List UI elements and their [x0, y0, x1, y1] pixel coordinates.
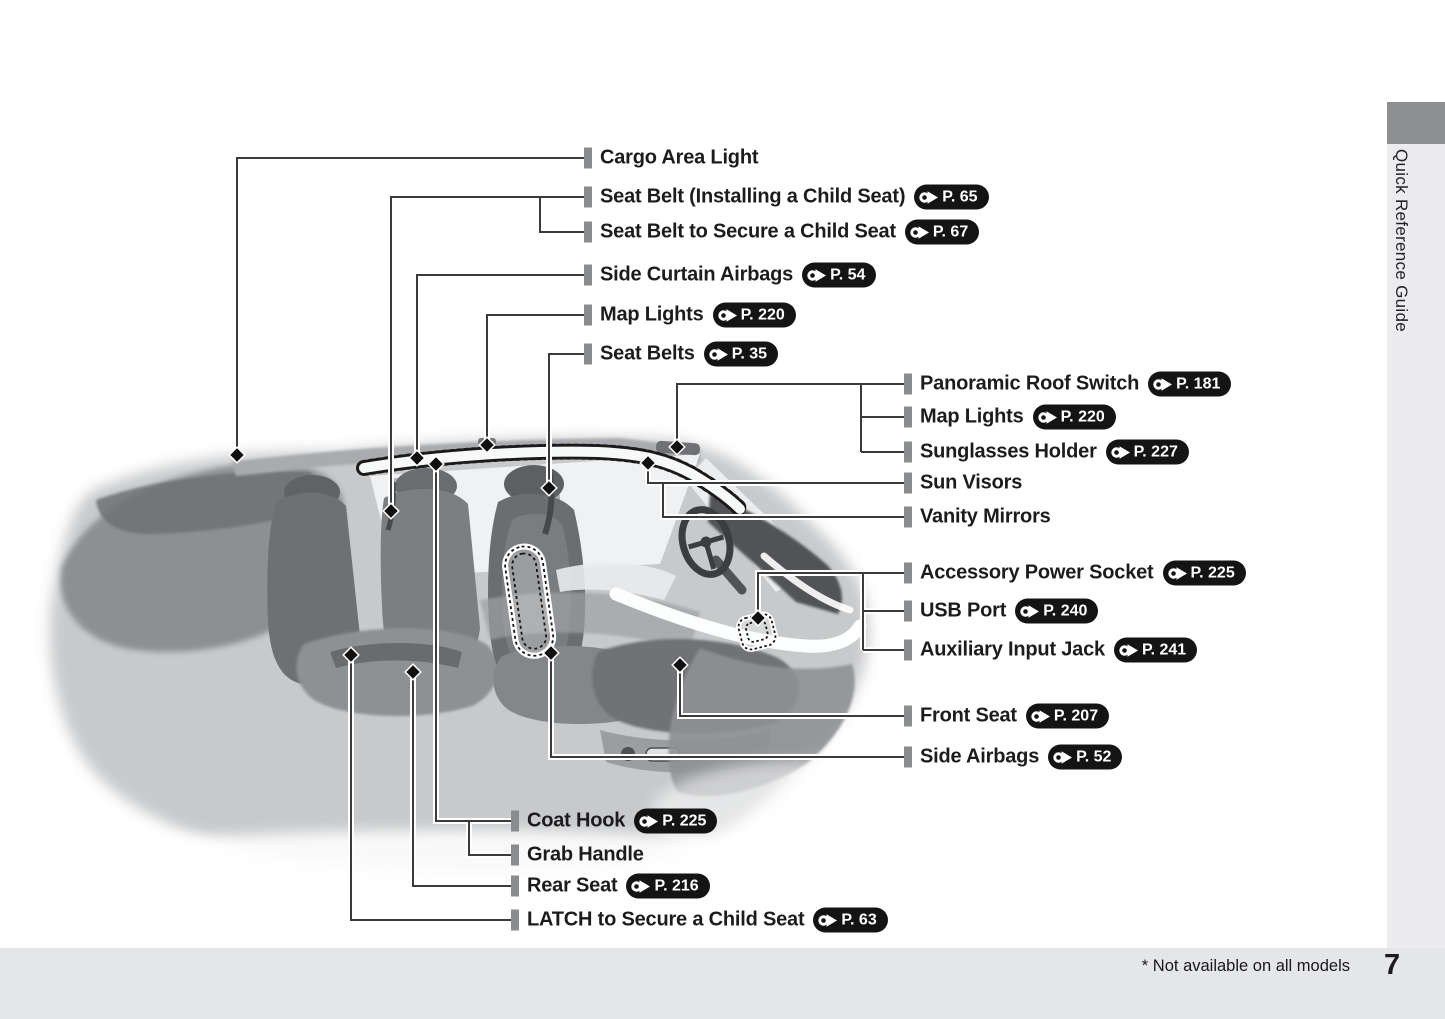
- label-tick: [904, 640, 912, 661]
- label-tick: [584, 222, 592, 243]
- callout-coat-hook: [511, 809, 717, 834]
- page-arrow-icon: [918, 190, 940, 204]
- callout-label: Map Lights: [600, 303, 704, 326]
- rear-seat-cushion: [297, 628, 498, 716]
- callout-label: LATCH to Secure a Child Seat: [527, 908, 805, 931]
- page-ref-badge[interactable]: [1106, 440, 1189, 465]
- label-tick: [511, 811, 519, 832]
- page-ref-text: P. 225: [1190, 564, 1235, 581]
- callout-label: Sunglasses Holder: [920, 440, 1097, 463]
- callout-grab-handle: [511, 844, 644, 867]
- page-number: 7: [1384, 949, 1401, 981]
- callout-sun-visors: [904, 472, 1022, 495]
- callout-label: Sun Visors: [920, 471, 1023, 494]
- page-arrow-icon: [1052, 750, 1074, 764]
- page-ref-text: P. 225: [662, 812, 707, 829]
- label-tick: [584, 344, 592, 365]
- page-ref-badge[interactable]: [1163, 561, 1246, 586]
- callout-label: Seat Belt (Installing a Child Seat): [600, 185, 906, 208]
- page-ref-text: P. 227: [1133, 443, 1178, 460]
- callout-latch-child-seat: [511, 908, 888, 933]
- callout-label: USB Port: [920, 599, 1007, 622]
- callout-side-curtain-airbags: [584, 263, 876, 288]
- callout-auxiliary-input-jack: [904, 638, 1197, 663]
- label-tick: [904, 473, 912, 494]
- label-tick: [511, 876, 519, 897]
- callout-label: Panoramic Roof Switch: [920, 372, 1140, 395]
- callout-cargo-area-light: [584, 147, 758, 170]
- label-tick: [904, 563, 912, 584]
- callout-map-lights-left: [584, 303, 796, 328]
- callout-label: Seat Belt to Secure a Child Seat: [600, 220, 896, 243]
- callout-label: Rear Seat: [527, 874, 618, 897]
- page-ref-badge[interactable]: [813, 908, 887, 933]
- label-tick: [584, 265, 592, 286]
- page-ref-text: P. 207: [1053, 707, 1099, 724]
- callout-label: Map Lights: [920, 405, 1024, 428]
- chapter-tab[interactable]: [1387, 102, 1445, 144]
- label-tick: [904, 747, 912, 768]
- page-arrow-icon: [806, 268, 828, 282]
- callout-usb-port: [904, 599, 1098, 624]
- page-ref-text: P. 65: [942, 188, 978, 205]
- page-arrow-icon: [1110, 445, 1132, 459]
- page-ref-badge[interactable]: [1148, 372, 1231, 397]
- label-tick: [904, 442, 912, 463]
- page-ref-badge[interactable]: [1033, 405, 1116, 430]
- label-tick: [584, 305, 592, 326]
- car-interior-illustration: [10, 438, 950, 918]
- label-tick: [904, 706, 912, 727]
- callout-seat-belts: [584, 342, 778, 367]
- page-ref-text: P. 241: [1141, 641, 1187, 658]
- page-ref-badge[interactable]: [704, 342, 778, 367]
- page-arrow-icon: [630, 879, 652, 893]
- page-ref-badge[interactable]: [634, 809, 717, 834]
- callout-panoramic-roof-switch: [904, 372, 1231, 397]
- page-ref-text: P. 54: [830, 266, 866, 283]
- page-ref-badge[interactable]: [1048, 745, 1122, 770]
- callout-front-seat: [904, 704, 1109, 729]
- page-ref-text: P. 181: [1176, 375, 1221, 392]
- page-ref-text: P. 35: [731, 345, 768, 362]
- page-arrow-icon: [708, 347, 730, 361]
- callout-label: Side Curtain Airbags: [600, 263, 794, 286]
- page-arrow-icon: [1030, 709, 1052, 723]
- callout-label: Cargo Area Light: [600, 146, 759, 169]
- callout-label: Vanity Mirrors: [920, 505, 1051, 528]
- page-ref-badge[interactable]: [914, 185, 988, 210]
- page-ref-text: P. 216: [654, 877, 699, 894]
- callout-seat-belt-secure: [584, 220, 979, 245]
- page-ref-text: P. 63: [841, 911, 877, 928]
- page-ref-text: P. 67: [932, 223, 969, 240]
- page-arrow-icon: [909, 225, 931, 239]
- callout-side-airbags: [904, 745, 1122, 770]
- label-tick: [584, 187, 592, 208]
- page-ref-badge[interactable]: [1015, 599, 1098, 624]
- page-arrow-icon: [1019, 604, 1041, 618]
- label-tick: [511, 910, 519, 931]
- callout-vanity-mirrors: [904, 506, 1051, 529]
- page-arrow-icon: [1037, 410, 1059, 424]
- footnote: * Not available on all models: [1141, 957, 1350, 975]
- callout-rear-seat: [511, 874, 710, 899]
- page-arrow-icon: [717, 308, 739, 322]
- page-ref-badge[interactable]: [626, 874, 709, 899]
- page-arrow-icon: [638, 814, 660, 828]
- callout-label: Grab Handle: [527, 843, 644, 866]
- page-ref-badge[interactable]: [1114, 638, 1197, 663]
- page-ref-text: P. 240: [1043, 602, 1088, 619]
- callout-label: Front Seat: [920, 704, 1017, 727]
- page-ref-badge[interactable]: [713, 303, 796, 328]
- callout-label: Side Airbags: [920, 745, 1040, 768]
- label-tick: [584, 148, 592, 169]
- callout-label: Seat Belts: [600, 342, 695, 365]
- callout-sunglasses-holder: [904, 440, 1189, 465]
- page-ref-badge[interactable]: [1026, 704, 1109, 729]
- label-tick: [511, 845, 519, 866]
- callout-label: Auxiliary Input Jack: [920, 638, 1105, 661]
- page-ref-badge[interactable]: [905, 220, 979, 245]
- page-ref-badge[interactable]: [802, 263, 876, 288]
- page-arrow-icon: [1152, 377, 1174, 391]
- page-ref-text: P. 220: [1060, 408, 1105, 425]
- page-arrow-icon: [1167, 566, 1189, 580]
- page-arrow-icon: [817, 913, 839, 927]
- page-arrow-icon: [1118, 643, 1140, 657]
- callout-accessory-power-socket: [904, 561, 1246, 586]
- callout-seat-belt-installing: [584, 185, 989, 210]
- label-tick: [904, 601, 912, 622]
- label-tick: [904, 407, 912, 428]
- label-tick: [904, 374, 912, 395]
- callout-map-lights-right: [904, 405, 1116, 430]
- page-ref-text: P. 220: [740, 306, 785, 323]
- callout-label: Accessory Power Socket: [920, 561, 1154, 584]
- callout-label: Coat Hook: [527, 809, 626, 832]
- sidebar-title: Quick Reference Guide: [1392, 149, 1411, 332]
- label-tick: [904, 507, 912, 528]
- page-ref-text: P. 52: [1076, 748, 1112, 765]
